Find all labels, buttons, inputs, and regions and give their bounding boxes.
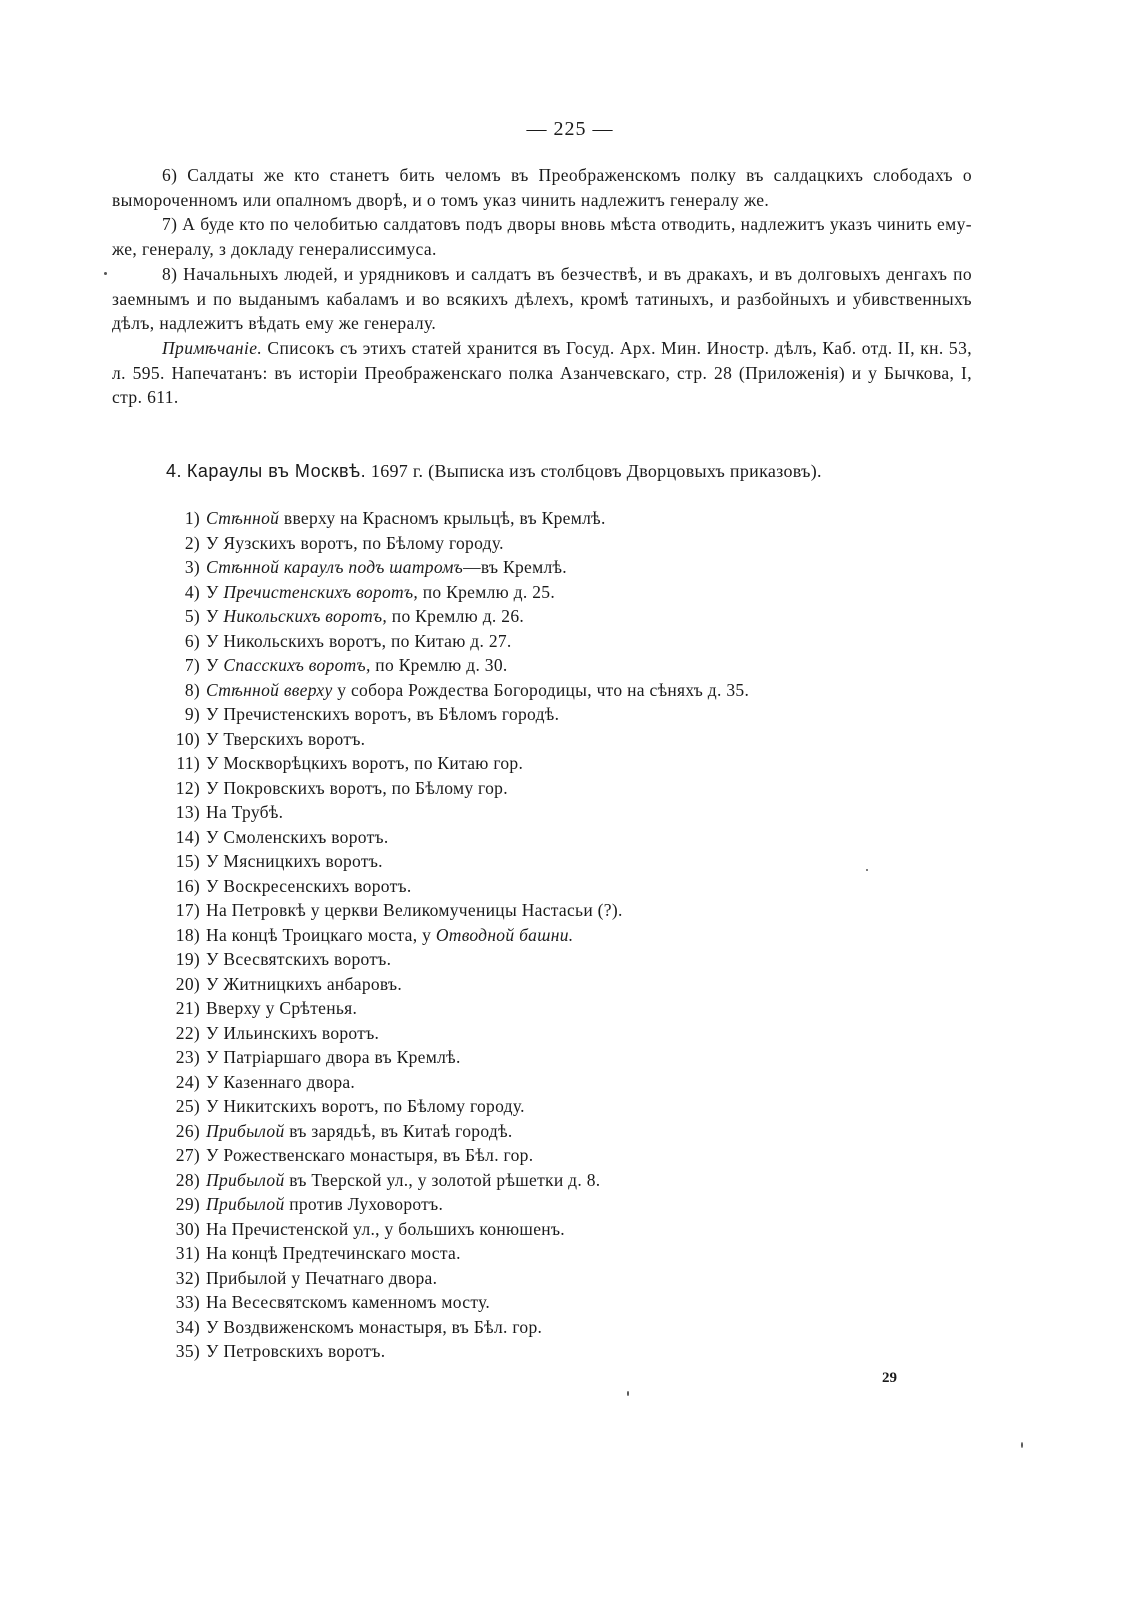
list-item	[160, 1315, 749, 1340]
item-number: 24)	[175, 1071, 200, 1092]
item-italic-text: Стѣнной	[206, 508, 280, 528]
print-speck	[627, 1391, 629, 1396]
item-number: 34)	[175, 1316, 200, 1337]
item-text: Прибылой у Печатнаго двора.	[206, 1267, 438, 1288]
body-text	[112, 163, 972, 410]
item-number: 11)	[176, 753, 200, 773]
item-text: У Патріаршаго двора въ Кремлѣ.	[206, 1047, 461, 1067]
item-text: въ Тверской ул., у золотой рѣшетки д. 8.	[284, 1169, 601, 1190]
item-number: 17)	[175, 900, 200, 920]
item-text: У Всесвятскихъ воротъ.	[206, 949, 392, 969]
item-text: У Покровскихъ воротъ, по Бѣлому гор.	[206, 777, 508, 798]
item-text: У Петровскихъ воротъ.	[206, 1341, 386, 1361]
item-number: 27)	[175, 1145, 200, 1165]
list-item	[160, 1241, 749, 1266]
print-speck	[866, 869, 868, 871]
item-number: 15)	[175, 851, 200, 871]
item-text: У Яузскихъ воротъ, по Бѣлому городу.	[206, 532, 504, 553]
item-number: 23)	[175, 1047, 200, 1067]
item-text: У	[206, 655, 224, 675]
list-item	[160, 1339, 749, 1364]
item-number: 29)	[175, 1194, 200, 1214]
list-item	[160, 702, 749, 727]
item-number: 25)	[175, 1096, 200, 1116]
item-text: У Воскресенскихъ воротъ.	[206, 875, 412, 896]
list-item	[160, 1119, 749, 1144]
item-number: 22)	[175, 1022, 200, 1043]
paragraph-8: 8) Начальныхъ людей, и урядниковъ и салдатъ въ безчествѣ, и въ дракахъ, и въ долговыхъ денгахъ по заемнымъ и по выданымъ кабаламъ и во всякихъ дѣлехъ, кромѣ татиныхъ, и разбойныхъ и убивственныхъ дѣлъ, надлежитъ вѣдать ему же генералу.	[112, 263, 972, 334]
list-item	[160, 751, 749, 776]
item-number: 21)	[175, 998, 200, 1018]
list-item	[160, 776, 749, 801]
item-number: 3)	[184, 557, 200, 577]
list-item	[160, 678, 749, 703]
signature-mark: 29	[882, 1370, 897, 1386]
item-number: 2)	[184, 532, 200, 553]
list-item	[160, 1266, 749, 1291]
item-number: 7)	[184, 655, 200, 675]
item-text: На концѣ Предтечинскаго моста.	[206, 1243, 461, 1263]
item-italic-text: Прибылой	[206, 1169, 285, 1190]
list-item	[160, 555, 749, 580]
section-subtitle: 1697 г. (Выписка изъ столбцовъ Дворцовыхъ приказовъ).	[366, 461, 822, 481]
guard-post-list	[160, 506, 749, 1364]
item-italic-text: Стѣнной караулъ подъ шатромъ	[206, 557, 464, 577]
item-italic-text: Никольскихъ воротъ,	[223, 606, 388, 626]
print-speck	[1021, 1442, 1023, 1448]
list-item	[160, 1070, 749, 1095]
paragraph-6: 6) Салдаты же кто станетъ бить челомъ въ Преображенскомъ полку въ салдацкихъ слободахъ о вымороченномъ или опалномъ дворѣ, и о томъ указ чинить надлежитъ генералу же.	[112, 165, 972, 210]
item-number: 13)	[175, 802, 200, 822]
item-number: 35)	[175, 1341, 200, 1361]
item-text: против Луховоротъ.	[284, 1194, 444, 1214]
list-item	[160, 800, 749, 825]
item-italic-text: Стѣнной вверху	[206, 679, 333, 700]
item-number: 6)	[184, 630, 200, 651]
item-text: по Кремлю д. 30.	[370, 655, 508, 675]
item-text: На Трубѣ.	[206, 802, 284, 822]
item-italic-text: Спасскихъ воротъ,	[223, 655, 371, 675]
item-text: На Пречистенской ул., у большихъ конюшенъ.	[206, 1218, 565, 1239]
list-item	[160, 947, 749, 972]
item-text: въ зарядьѣ, въ Китаѣ городѣ.	[284, 1120, 513, 1141]
page-number: — 225 —	[526, 118, 614, 140]
item-number: 31)	[175, 1243, 200, 1263]
item-text: У Житницкихъ анбаровъ.	[206, 973, 403, 994]
item-italic-text: Прибылой	[206, 1194, 285, 1214]
item-number: 18)	[175, 924, 200, 945]
list-item	[160, 727, 749, 752]
item-text: У	[206, 581, 224, 602]
item-number: 16)	[175, 875, 200, 896]
item-number: 12)	[175, 777, 200, 798]
item-number: 19)	[175, 949, 200, 969]
item-number: 26)	[175, 1120, 200, 1141]
list-item	[160, 604, 749, 629]
item-text: —въ Кремлѣ.	[463, 557, 567, 577]
item-text: по Кремлю д. 26.	[387, 606, 525, 626]
list-item	[160, 1045, 749, 1070]
paragraph-7: 7) А буде кто по челобитью салдатовъ подъ дворы вновь мѣста отводить, надлежитъ указъ чинить ему-же, генералу, з докладу генералиссимуса.	[112, 214, 972, 260]
list-item	[160, 898, 749, 923]
list-item	[160, 849, 749, 874]
item-text: по Кремлю д. 25.	[418, 581, 556, 602]
list-item	[160, 506, 749, 531]
list-item	[160, 1143, 749, 1168]
item-number: 10)	[175, 728, 200, 749]
section-number: 4.	[166, 461, 183, 481]
list-item	[160, 1290, 749, 1315]
item-number: 28)	[175, 1169, 200, 1190]
note-label: Примѣчаніе.	[162, 337, 263, 358]
item-text: У Тверскихъ воротъ.	[206, 728, 366, 749]
section-title: Караулы въ Москвѣ.	[186, 461, 367, 481]
item-number: 8)	[184, 679, 200, 700]
item-text: вверху на Красномъ крыльцѣ, въ Кремлѣ.	[279, 508, 606, 528]
list-item	[160, 1168, 749, 1193]
item-text: На Петровкѣ у церкви Великомученицы Настасьи (?).	[206, 900, 623, 920]
list-item	[160, 1192, 749, 1217]
list-item	[160, 996, 749, 1021]
item-text: У Воздвиженскомъ монастыря, въ Бѣл. гор.	[206, 1316, 543, 1337]
list-item	[160, 1021, 749, 1046]
item-number: 14)	[175, 826, 200, 847]
print-speck	[104, 272, 107, 275]
list-item	[160, 531, 749, 556]
list-item	[160, 825, 749, 850]
item-text: Вверху у Срѣтенья.	[206, 998, 358, 1018]
item-text: У Ильинскихъ воротъ.	[206, 1022, 380, 1043]
list-item	[160, 629, 749, 654]
list-item	[160, 580, 749, 605]
note-text: Списокъ съ этихъ статей хранится въ Госуд. Арх. Мин. Иностр. дѣлъ, Каб. отд. II, кн. 53, л. 595. Напечатанъ: въ исторіи Преображенскаго полка Азанчевскаго, стр. 28 (Приложенія) и у Бычкова, I, стр. 611.	[112, 337, 972, 408]
item-text: На Весесвятскомъ каменномъ мосту.	[206, 1292, 491, 1312]
list-item	[160, 1094, 749, 1119]
item-italic-text: Прибылой	[206, 1120, 285, 1141]
item-text: У Никольскихъ воротъ, по Китаю д. 27.	[206, 630, 512, 651]
item-number: 33)	[175, 1292, 200, 1312]
item-text: У Никитскихъ воротъ, по Бѣлому городу.	[206, 1096, 525, 1116]
list-item	[160, 1217, 749, 1242]
item-number: 20)	[175, 973, 200, 994]
item-number: 5)	[184, 606, 200, 626]
item-italic-text: Отводной башни.	[435, 924, 574, 945]
list-item	[160, 653, 749, 678]
item-text: У	[206, 606, 224, 626]
note-paragraph	[112, 336, 972, 410]
list-item	[160, 972, 749, 997]
item-text: У Рожественскаго монастыря, въ Бѣл. гор.	[206, 1145, 534, 1165]
item-number: 32)	[175, 1267, 200, 1288]
item-text: У Смоленскихъ воротъ.	[206, 826, 389, 847]
item-number: 30)	[175, 1218, 200, 1239]
item-number: 9)	[184, 704, 200, 724]
item-text: У Москворѣцкихъ воротъ, по Китаю гор.	[206, 753, 524, 773]
item-text: На концѣ Троицкаго моста, у	[206, 924, 436, 945]
item-number: 1)	[184, 508, 200, 528]
item-number: 4)	[184, 581, 200, 602]
item-italic-text: Пречистенскихъ воротъ,	[223, 581, 419, 602]
section-heading	[166, 458, 976, 484]
item-text: У Казеннаго двора.	[206, 1071, 356, 1092]
list-item	[160, 923, 749, 948]
list-item	[160, 874, 749, 899]
item-text: У Пречистенскихъ воротъ, въ Бѣломъ городѣ.	[206, 704, 560, 724]
item-text: У Мясницкихъ воротъ.	[206, 851, 383, 871]
item-text: у собора Рождества Богородицы, что на сѣняхъ д. 35.	[332, 679, 750, 700]
